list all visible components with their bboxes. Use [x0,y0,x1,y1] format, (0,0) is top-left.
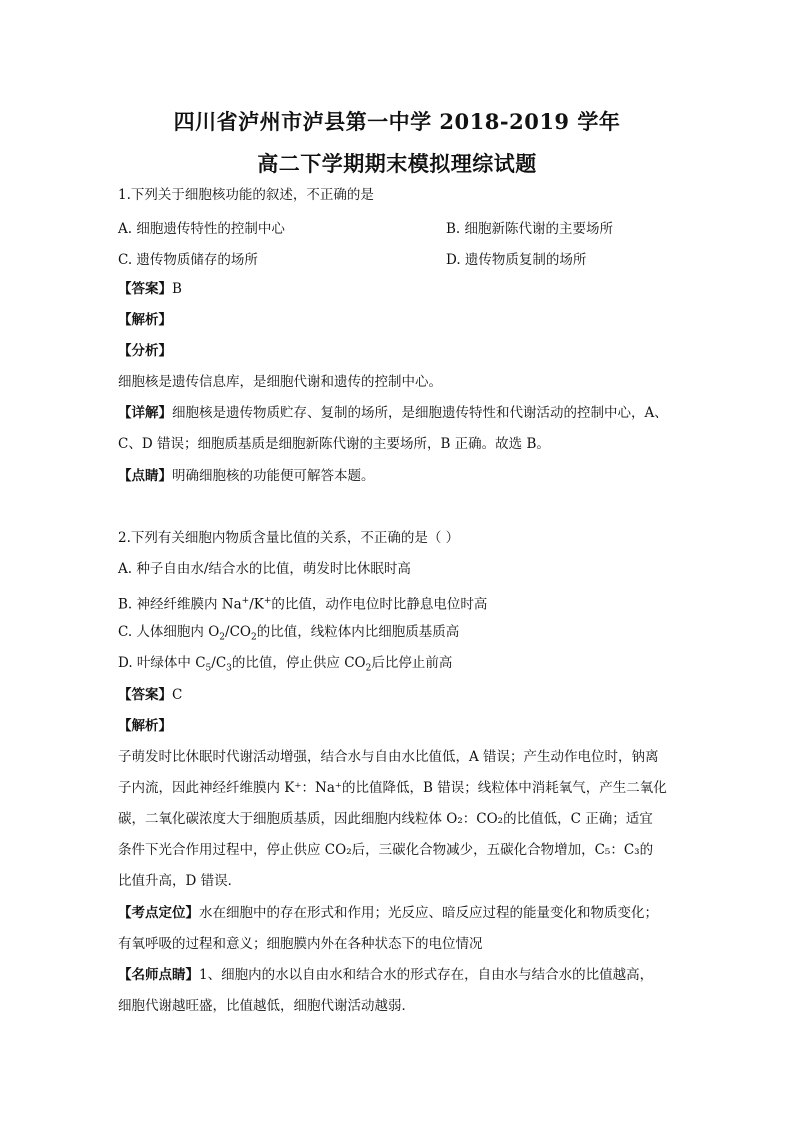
q2-mingshi-tag: 【名师点睛】 [118,967,199,983]
q2-analysis-line-1: 子萌发时比休眠时代谢活动增强，结合水与自由水比值低，A 错误；产生动作电位时，钠离 [118,749,659,765]
q1-detail-text: 细胞核是遗传物质贮存、复制的场所，是细胞遗传特性和代谢活动的控制中心，A、C、D 错误；细胞质基质是细胞新陈代谢的主要场所，B 正确。故选 B。 [118,405,668,452]
q1-answer [118,280,678,298]
q1-fenxi-tag [118,342,678,360]
q2-mingshi-line-1: 1、细胞内的水以自由水和结合水的形式存在，自由水与结合水的比值越高， [199,967,654,983]
q2-option-d-post: 后比停止前高 [371,655,453,671]
q2-answer [118,686,678,704]
q2-mingshi [118,966,678,984]
q1-fenxi-label: 【分析】 [118,343,172,359]
q2-option-c-mid: /CO [225,624,251,640]
q1-option-a: A. 细胞遗传特性的控制中心 [118,221,285,237]
q2-kaodian [118,904,678,922]
q1-stem: 1.下列关于细胞核功能的叙述，不正确的是 [118,187,374,203]
q1-fenxi-text: 细胞核是遗传信息库，是细胞代谢和遗传的控制中心。 [118,374,442,390]
q2-analysis-line-4: 条件下光合作用过程中，停止供应 CO₂后，三碳化合物减少，五碳化合物增加，C₅：C₃的 [118,842,654,858]
q2-option-d-mid: /C [211,655,227,671]
q2-option-d-pre: D. 叶绿体中 C [118,655,206,671]
q2-answer-tag: 【答案】 [118,687,172,703]
q2-analysis-line-2: 子内流，因此神经纤维膜内 K⁺：Na⁺的比值降低，B 错误；线粒体中消耗氧气，产生二氧化 [118,780,667,796]
q1-option-c: C. 遗传物质储存的场所 [118,252,258,268]
q2-mingshi-line-2: 细胞代谢越旺盛，比值越低，细胞代谢活动越弱． [118,998,415,1014]
q1-analysis-label: 【解析】 [118,312,172,328]
doc-title-line2: 高二下学期期末模拟理综试题 [257,151,537,176]
q2-analysis-line-5: 比值升高，D 错误． [118,873,242,889]
q1-answer-value: B [172,281,182,297]
q2-answer-value: C [172,687,183,703]
q1-option-d: D. 遗传物质复制的场所 [446,252,587,268]
q1-dianjing-tag: 【点睛】 [118,468,172,484]
q2-option-b-pre: B. 神经纤维膜内 Na [118,596,242,613]
q1-option-b: B. 细胞新陈代谢的主要场所 [446,221,614,237]
q1-answer-tag: 【答案】 [118,281,172,297]
q1-detail-tag: 【详解】 [118,405,172,421]
q2-analysis-label: 【解析】 [118,718,172,734]
q2-stem: 2.下列有关细胞内物质含量比值的关系，不正确的是（ ） [118,530,460,546]
q1-dianjing [118,467,678,485]
q2-option-d-mid2: 的比值，停止供应 CO [231,655,366,671]
q2-analysis-tag [118,717,678,735]
q2-kaodian-line-1: 水在细胞中的存在形式和作用；光反应、暗反应过程的能量变化和物质变化； [199,905,658,921]
q2-option-b: B. 神经纤维膜内 Na+/K+的比值，动作电位时比静息电位时高 [118,596,488,613]
q2-analysis-line-3: 碳，二氧化碳浓度大于细胞质基质，因此细胞内线粒体 O₂：CO₂的比值低，C 正确；适宜 [118,811,653,827]
q2-kaodian-line-2: 有氧呼吸的过程和意义；细胞膜内外在各种状态下的电位情况 [118,936,483,952]
q2-option-b-mid: /K [249,596,264,613]
q2-kaodian-tag: 【考点定位】 [118,905,199,921]
q2-option-b-post: 的比值，动作电位时比静息电位时高 [271,596,488,613]
q2-option-a: A. 种子自由水/结合水的比值，萌发时比休眠时高 [118,561,411,577]
q1-detail [118,398,678,460]
q1-dianjing-text: 明确细胞核的功能便可解答本题。 [172,468,375,484]
q2-option-c-post: 的比值，线粒体内比细胞质基质高 [256,624,460,640]
q2-option-c: C. 人体细胞内 $O_2/CO_2$的比值，线粒体内比细胞质基质高 [118,624,460,643]
q2-option-c-pre: C. 人体细胞内 O [118,624,220,640]
q1-analysis-tag [118,311,678,329]
q2-option-d: D. 叶绿体中 $C_5/C_3$的比值，停止供应 $CO_2$后比停止前高 [118,655,453,674]
doc-title-line1: 四川省泸州市泸县第一中学 2018-2019 学年 [173,109,621,134]
